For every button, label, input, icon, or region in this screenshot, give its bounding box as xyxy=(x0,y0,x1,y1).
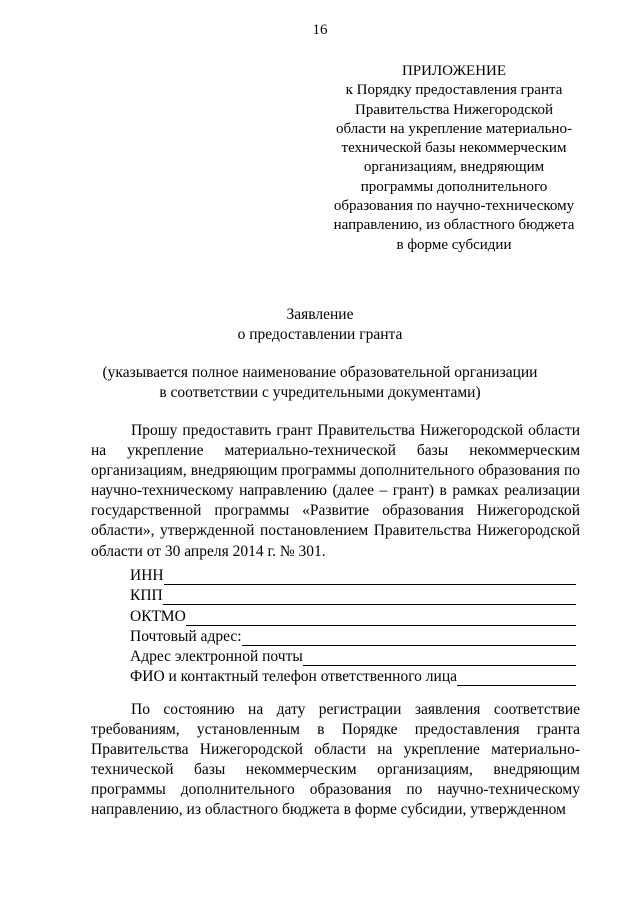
field-label: КПП xyxy=(130,587,163,605)
appendix-line: образования по научно-техническому xyxy=(333,198,575,215)
field-kpp xyxy=(130,585,576,605)
fill-line[interactable] xyxy=(186,610,576,626)
organization-details-form xyxy=(130,565,576,686)
appendix-line: Правительства Нижегородской xyxy=(354,101,554,118)
appendix-line: направлению, из областного бюджета xyxy=(333,217,575,234)
field-label: ФИО и контактный телефон ответственного лица xyxy=(130,668,457,686)
appendix-heading: ПРИЛОЖЕНИЕ xyxy=(401,63,507,79)
appendix-line: организациям, внедряющим xyxy=(363,159,545,176)
field-label: Почтовый адрес: xyxy=(130,627,242,645)
fill-line[interactable] xyxy=(242,630,576,646)
fill-line[interactable] xyxy=(457,670,576,686)
title-line: о предоставлении гранта xyxy=(237,325,403,343)
appendix-line: программы дополнительного xyxy=(360,178,548,195)
field-label: Адрес электронной почты xyxy=(130,647,303,665)
field-postal-address xyxy=(130,626,576,646)
field-label: ОКТМО xyxy=(130,607,186,625)
fill-line[interactable] xyxy=(163,589,576,605)
hint-line: в соответствии с учредительными документами) xyxy=(159,383,481,401)
field-inn xyxy=(130,565,576,585)
page-number: 16 xyxy=(312,22,328,38)
compliance-paragraph: По состоянию на дату регистрации заявления соответствие требованиям, установленным в Порядке предоставления гранта Правительства Нижегородской области на укрепление материально-технической базы некоммерческим организациям, внедряющим программы дополнительного образования по научно-техническому направлению, из областного бюджета в форме субсидии, утвержденном xyxy=(91,701,580,819)
appendix-line: в форме субсидии xyxy=(396,236,512,253)
appendix-block xyxy=(318,62,590,255)
fill-line[interactable] xyxy=(303,650,576,666)
appendix-line: к Порядку предоставления гранта xyxy=(345,82,563,99)
appendix-line: технической базы некоммерческим xyxy=(341,140,567,157)
request-paragraph: Прошу предоставить грант Правительства Нижегородской области на укрепление материально-технической базы некоммерческим организациям, внедряющим программы дополнительного образования по научно-техническому направлению (далее – грант) в рамках реализации государственной программы «Развитие образования Нижегородской области», утвержденной постановлением Правительства Нижегородской области от 30 апреля 2014 г. № 301. xyxy=(91,422,580,560)
field-email xyxy=(130,646,576,666)
appendix-line: области на укрепление материально- xyxy=(336,120,572,137)
field-contact-person xyxy=(130,666,576,686)
field-label: ИНН xyxy=(130,567,164,585)
title-line: Заявление xyxy=(286,306,354,323)
document-title xyxy=(0,305,640,344)
hint-line: (указывается полное наименование образовательной организации xyxy=(102,364,538,381)
organization-name-hint xyxy=(0,363,640,402)
field-oktmo xyxy=(130,605,576,625)
fill-line[interactable] xyxy=(164,569,576,585)
